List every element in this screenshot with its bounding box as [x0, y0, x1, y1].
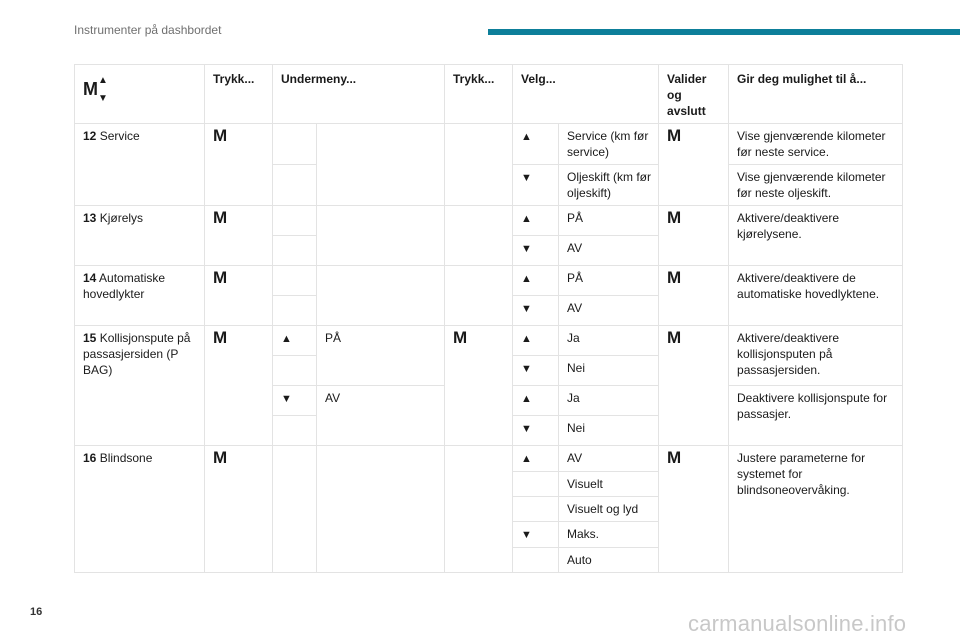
- down-arrow-icon: ▼: [513, 165, 559, 206]
- validate-menu-icon: [659, 446, 729, 573]
- description: Deaktivere kollisjonspute for passasjer.: [729, 386, 903, 446]
- menu-button-icon: M: [667, 268, 682, 287]
- up-arrow-icon: ▲: [513, 386, 559, 416]
- watermark-text: carmanualsonline.info: [688, 611, 907, 636]
- down-arrow-icon: ▼: [98, 93, 108, 104]
- menu-button-icon: M: [667, 448, 682, 467]
- option-label: Ja: [559, 326, 659, 356]
- header-press-2: Trykk...: [445, 65, 513, 124]
- row-label-lights: 13 Kjørelys: [75, 206, 205, 266]
- header-menu-nav-icon: [75, 65, 205, 124]
- validate-menu-icon: [659, 266, 729, 326]
- menu-button-icon: M: [667, 328, 682, 347]
- option-label: PÅ: [559, 266, 659, 296]
- menu-button-icon: M: [213, 268, 228, 287]
- description: Aktivere/deaktivere kjørelysene.: [729, 206, 903, 266]
- menu-button-icon: M: [667, 208, 682, 227]
- table-row: [75, 124, 903, 165]
- option-label: AV: [559, 236, 659, 266]
- row-label-service: 12 Service: [75, 124, 205, 206]
- description: Aktivere/deaktivere kollisjonsputen på passasjersiden.: [729, 326, 903, 386]
- row-label-blindspot: 16 Blindsone: [75, 446, 205, 573]
- up-arrow-icon: ▲: [513, 206, 559, 236]
- menu-button-icon: M: [83, 79, 98, 99]
- up-arrow-icon: ▲: [513, 266, 559, 296]
- header-allows: Gir deg mulighet til å...: [729, 65, 903, 124]
- menu-button-icon: M: [453, 328, 468, 347]
- menu-button-icon: M: [213, 448, 228, 467]
- table-row: [75, 446, 903, 472]
- description: Vise gjenværende kilometer før neste service.: [729, 124, 903, 165]
- description: Aktivere/deaktivere de automatiske hovedlyktene.: [729, 266, 903, 326]
- press-menu-icon: [205, 446, 273, 573]
- header-validate: Valider og avslutt: [659, 65, 729, 124]
- header-press-1: Trykk...: [205, 65, 273, 124]
- page-number: 16: [30, 606, 43, 618]
- validate-menu-icon: [659, 326, 729, 446]
- press-menu-icon: [205, 326, 273, 446]
- header-submenu: Undermeny...: [273, 65, 445, 124]
- submenu-label: AV: [317, 386, 445, 446]
- option-label: AV: [559, 446, 659, 472]
- menu-button-icon: M: [213, 126, 228, 145]
- press-menu-icon: [445, 326, 513, 446]
- menu-button-icon: M: [667, 126, 682, 145]
- table-row: [75, 206, 903, 236]
- row-label-airbag: 15 Kollisjonspute på passasjersiden (P BAG): [75, 326, 205, 446]
- option-label: Ja: [559, 386, 659, 416]
- up-arrow-icon: ▲: [513, 446, 559, 472]
- validate-menu-icon: [659, 124, 729, 206]
- up-arrow-icon: ▲: [513, 124, 559, 165]
- settings-table: [74, 64, 903, 573]
- option-label: PÅ: [559, 206, 659, 236]
- menu-button-icon: M: [213, 208, 228, 227]
- submenu-label: PÅ: [317, 326, 445, 386]
- option-label: Oljeskift (km før oljeskift): [559, 165, 659, 206]
- up-arrow-icon: ▲: [98, 75, 108, 86]
- description: Justere parameterne for systemet for blindsoneovervåking.: [729, 446, 903, 573]
- down-arrow-icon: ▼: [513, 522, 559, 548]
- up-arrow-icon: ▲: [513, 326, 559, 356]
- option-label: AV: [559, 296, 659, 326]
- header-select: Velg...: [513, 65, 659, 124]
- page-header-title: Instrumenter på dashbordet: [74, 23, 222, 37]
- down-arrow-icon: ▼: [513, 296, 559, 326]
- down-arrow-icon: ▼: [513, 236, 559, 266]
- option-label: Maks.: [559, 522, 659, 548]
- press-menu-icon: [205, 124, 273, 206]
- down-arrow-icon: ▼: [273, 386, 317, 416]
- row-label-autolights: 14 Automatiske hovedlykter: [75, 266, 205, 326]
- press-menu-icon: [205, 266, 273, 326]
- table-row: [75, 326, 903, 356]
- press-menu-icon: [205, 206, 273, 266]
- down-arrow-icon: ▼: [513, 356, 559, 386]
- option-label: Service (km før service): [559, 124, 659, 165]
- option-label: Auto: [559, 548, 659, 573]
- option-label: Nei: [559, 356, 659, 386]
- description: Vise gjenværende kilometer før neste oljeskift.: [729, 165, 903, 206]
- option-label: Visuelt: [559, 472, 659, 497]
- header-accent-bar: [488, 29, 960, 35]
- menu-button-icon: M: [213, 328, 228, 347]
- option-label: Nei: [559, 416, 659, 446]
- up-arrow-icon: ▲: [273, 326, 317, 356]
- table-row: [75, 266, 903, 296]
- option-label: Visuelt og lyd: [559, 497, 659, 522]
- down-arrow-icon: ▼: [513, 416, 559, 446]
- validate-menu-icon: [659, 206, 729, 266]
